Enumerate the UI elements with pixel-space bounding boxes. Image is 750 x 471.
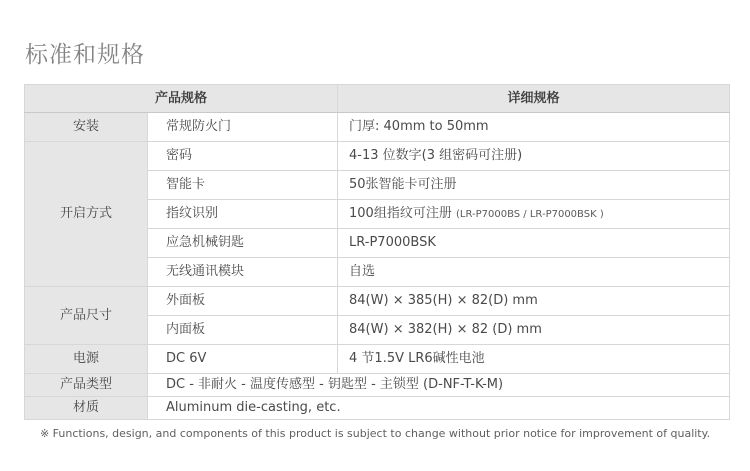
table-row [25, 397, 730, 420]
value-note: (LR-P7000BS / LR-P7000BSK ) [455, 209, 604, 221]
category-cell: 产品类型 [25, 374, 148, 397]
value-cell: 50张智能卡可注册 [338, 171, 730, 200]
table-row [25, 287, 730, 316]
value-cell: Aluminum die-casting, etc. [148, 397, 730, 420]
value-cell [338, 200, 730, 229]
item-cell: 无线通讯模块 [148, 258, 338, 287]
footnote: ※ Functions, design, and components of this product is subject to change without prior notice for improvement of quality. [39, 427, 711, 440]
category-cell: 产品尺寸 [25, 287, 148, 345]
value-cell: 4-13 位数字(3 组密码可注册) [338, 142, 730, 171]
item-cell: 应急机械钥匙 [148, 229, 338, 258]
header-product-spec: 产品规格 [25, 85, 338, 113]
table-row [25, 345, 730, 374]
category-cell: 电源 [25, 345, 148, 374]
value-text: 100组指纹可注册 [349, 206, 452, 222]
item-cell: 内面板 [148, 316, 338, 345]
category-cell: 安装 [25, 113, 148, 142]
value-cell: LR-P7000BSK [338, 229, 730, 258]
table-row [25, 374, 730, 397]
table-row [25, 113, 730, 142]
category-cell: 材质 [25, 397, 148, 420]
value-cell: 84(W) × 385(H) × 82(D) mm [338, 287, 730, 316]
value-cell: 84(W) × 382(H) × 82 (D) mm [338, 316, 730, 345]
item-cell: DC 6V [148, 345, 338, 374]
value-cell: DC - 非耐火 - 温度传感型 - 钥匙型 - 主锁型 (D-NF-T-K-M) [148, 374, 730, 397]
value-cell: 自选 [338, 258, 730, 287]
item-cell: 指纹识别 [148, 200, 338, 229]
item-cell: 密码 [148, 142, 338, 171]
item-cell: 智能卡 [148, 171, 338, 200]
table-header-row [25, 85, 730, 113]
spec-table [24, 84, 730, 420]
item-cell: 常规防火门 [148, 113, 338, 142]
item-cell: 外面板 [148, 287, 338, 316]
value-cell: 门厚: 40mm to 50mm [338, 113, 730, 142]
category-cell: 开启方式 [25, 142, 148, 287]
value-cell: 4 节1.5V LR6碱性电池 [338, 345, 730, 374]
header-detail-spec: 详细规格 [338, 85, 730, 113]
table-row [25, 142, 730, 171]
page-title: 标准和规格 [25, 42, 145, 68]
